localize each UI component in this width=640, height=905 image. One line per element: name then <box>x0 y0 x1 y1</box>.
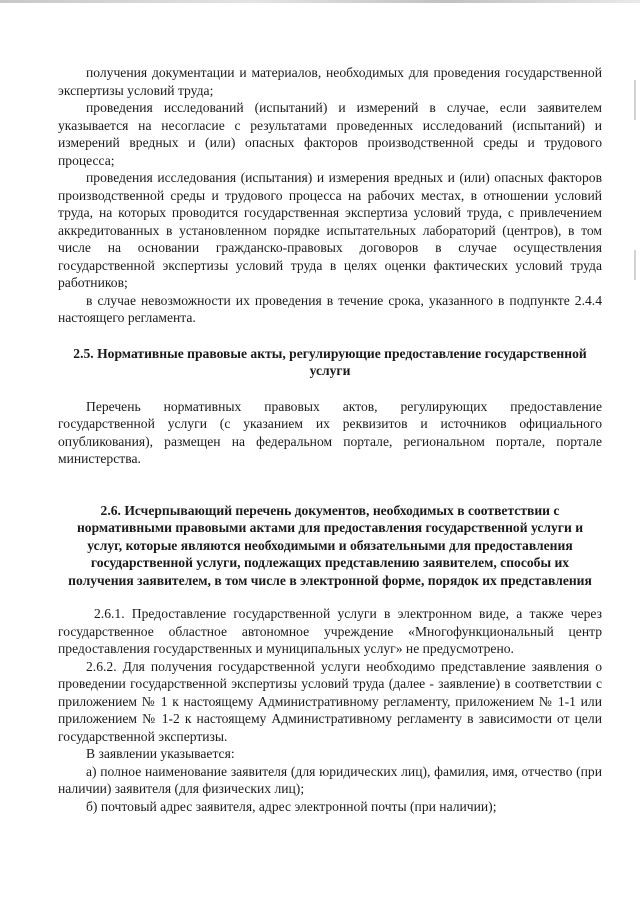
scan-artifact-edge <box>634 250 636 280</box>
scan-artifact-edge <box>634 80 636 120</box>
list-item-a: а) полное наименование заявителя (для юридических лиц), фамилия, имя, отчество (при наличии) заявителя (для физических лиц); <box>58 763 602 796</box>
section-heading-2-5: 2.5. Нормативные правовые акты, регулирующие предоставление государственной услуги <box>73 345 587 378</box>
list-item-b: б) почтовый адрес заявителя, адрес электронной почты (при наличии); <box>86 798 497 814</box>
scan-artifact-top <box>0 0 640 3</box>
document-body <box>58 64 602 815</box>
paragraph-2-6-1: 2.6.1. Предоставление государственной услуги в электронном виде, а также через государственное областное автономное учреждение «Многофункциональный центр предоставления государственных и муниципальных услуг» не предусмотрено. <box>58 606 602 656</box>
section-heading-2-6: 2.6. Исчерпывающий перечень документов, необходимых в соответствии с нормативными правовыми актами для предоставления государственной услуги и услуг, которые являются необходимыми и обязательными для предоставления государственной услуги, подлежащих представлению заявителем, способы их получения заявителем, в том числе в электронной форме, порядок их представления <box>68 502 592 588</box>
paragraph-legal-acts: Перечень нормативных правовых актов, регулирующих предоставление государственной услуги (с указанием их реквизитов и источников официального опубликования), размещен на федеральном портале, региональном портале, портале министерства. <box>58 398 602 466</box>
paragraph-documentation: получения документации и материалов, необходимых для проведения государственной экспертизы условий труда; <box>58 65 602 98</box>
paragraph-impossibility: в случае невозможности их проведения в течение срока, указанного в подпункте 2.4.4 настоящего регламента. <box>58 292 602 325</box>
paragraph-research-workplaces: проведения исследования (испытания) и измерения вредных и (или) опасных факторов производственной среды и трудового процесса на рабочих местах, в отношении условий труда, на которых проводится государственная экспертиза условий труда, с привлечением аккредитованных в установленном порядке испытательных лабораторий (центров), в том числе на основании гражданско-правовых договоров в случае осуществления государственной экспертизы условий труда в целях оценки фактических условий труда работников; <box>58 170 602 290</box>
paragraph-research-disagreement: проведения исследований (испытаний) и измерений в случае, если заявителем указывается на несогласие с результатами проведенных исследований (испытаний) и измерений вредных и (или) опасных факторов производственной среды и трудового процесса; <box>58 100 602 168</box>
paragraph-2-6-2: 2.6.2. Для получения государственной услуги необходимо представление заявления о проведении государственной экспертизы условий труда (далее - заявление) в соответствии с приложением № 1 к настоящему Административному регламенту, приложением № 1-1 или приложением № 1-2 к настоящему Административному регламенту в зависимости от цели государственной экспертизы. <box>58 658 602 744</box>
paragraph-list-intro: В заявлении указывается: <box>86 746 235 761</box>
